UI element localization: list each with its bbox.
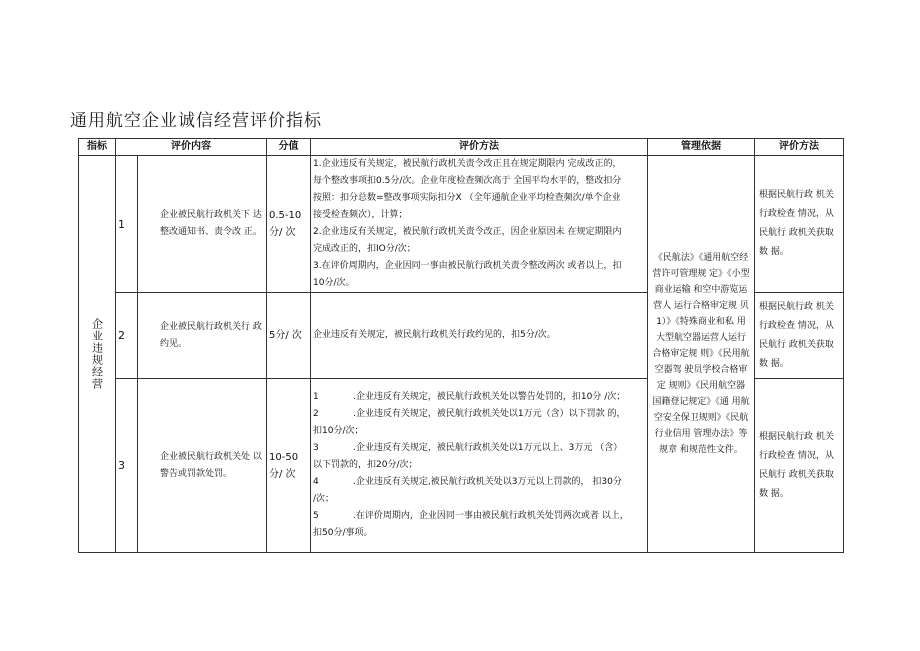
method-cell (311, 293, 648, 379)
header-row (79, 139, 844, 156)
header-method: 评价方法 (311, 139, 648, 156)
method-line: 扣10分/次； (313, 426, 364, 436)
row-number: 1 (116, 156, 138, 293)
method-line: 1 .企业违反有关规定，被民航行政机关处以警告处罚的，扣10分 /次； (313, 392, 626, 402)
evaluation-cell: 根据民航行政 机关行政检查 情况，从民航行 政机关获取数 据。 (755, 293, 844, 379)
row-number: 2 (116, 293, 138, 379)
method-cell (311, 379, 648, 553)
evaluation-cell: 根据民航行政 机关行政检查 情况，从民航行 政机关获取数 据。 (755, 379, 844, 553)
category-cell: 企业违规经营 (79, 156, 116, 553)
content-cell: 企业被民航行政机关处 以警告或罚款处罚。 (138, 379, 267, 553)
header-evaluation: 评价方法 (755, 139, 844, 156)
evaluation-table (78, 138, 844, 553)
method-line: 3 .企业违反有关规定，被民航行政机关处以1万元以上、3万元 （含） (313, 443, 623, 453)
method-line: 10分/次。 (313, 278, 355, 288)
header-indicator: 指标 (79, 139, 116, 156)
method-line: 企业违反有关规定，被民航行政机关行政约见的，扣5分/次。 (313, 330, 556, 340)
basis-cell: 《民航法》《通用航空经营许可管理规 定》《小型商业运输 和空中游览运营人 运行合格审定规 贝1）》《特殊商业和私 用大型航空器运营人运行合格审定规 则》《民用航空器驾 驶员学校合格审定 规则》《民用航空器 国籍登记规定》《通 用航空安全保卫规则》《民航行业信用 管理办法》等规章 和规范性文件。 (648, 156, 755, 553)
score-cell: 0.5-10 分/ 次 (267, 156, 311, 293)
method-line: 按照：扣分总数=整改事项实际扣分X （全年通航企业平均检查频次/单个企业 (313, 193, 621, 203)
method-line: 2.企业违反有关规定，被民航行政机关责令改正，因企业原因未 在规定期限内 (313, 227, 622, 237)
method-line: 4 .企业违反有关规定,被民航行政机关处以3万元以上罚款的， 扣30分 (313, 477, 622, 487)
method-line: 扣50分/事项。 (313, 528, 373, 538)
method-line: 5 .在评价周期内，企业因同一事由被民航行政机关处罚两次或者 以上， (313, 511, 629, 521)
method-line: 以下罚款的，扣20分/次； (313, 460, 418, 470)
method-line: 完成改正的，扣IO分/次； (313, 244, 416, 254)
header-score: 分值 (267, 139, 311, 156)
evaluation-cell: 根据民航行政 机关行政检查 情况，从民航行 政机关获取数 据。 (755, 156, 844, 293)
method-line: 1.企业违反有关规定，被民航行政机关责令改正且在规定期限内 完成改正的， (313, 159, 622, 169)
method-cell (311, 156, 648, 293)
document-title: 通用航空企业诚信经营评价指标 (70, 111, 322, 131)
method-line: /次； (313, 494, 335, 504)
content-cell: 企业被民航行政机关下 达整改通知书、责令改 正。 (138, 156, 267, 293)
table-row (79, 156, 844, 293)
content-cell: 企业被民航行政机关行 政约见。 (138, 293, 267, 379)
method-line: 3.在评价周期内，企业因同一事由被民航行政机关责令整改两次 或者以上，扣 (313, 261, 622, 271)
score-cell: 10-50 分/ 次 (267, 379, 311, 553)
method-line: 接受检查频次），计算； (313, 210, 408, 220)
header-content: 评价内容 (116, 139, 267, 156)
method-line: 2 .企业违反有关规定，被民航行政机关处以1万元（含）以下罚款 的， (313, 409, 626, 419)
header-basis: 管理依据 (648, 139, 755, 156)
method-line: 每个整改事项扣0.5分/次。企业年度检查频次高于 全国平均水平的，整改扣分 (313, 176, 622, 186)
row-number: 3 (116, 379, 138, 553)
score-cell: 5分/ 次 (267, 293, 311, 379)
